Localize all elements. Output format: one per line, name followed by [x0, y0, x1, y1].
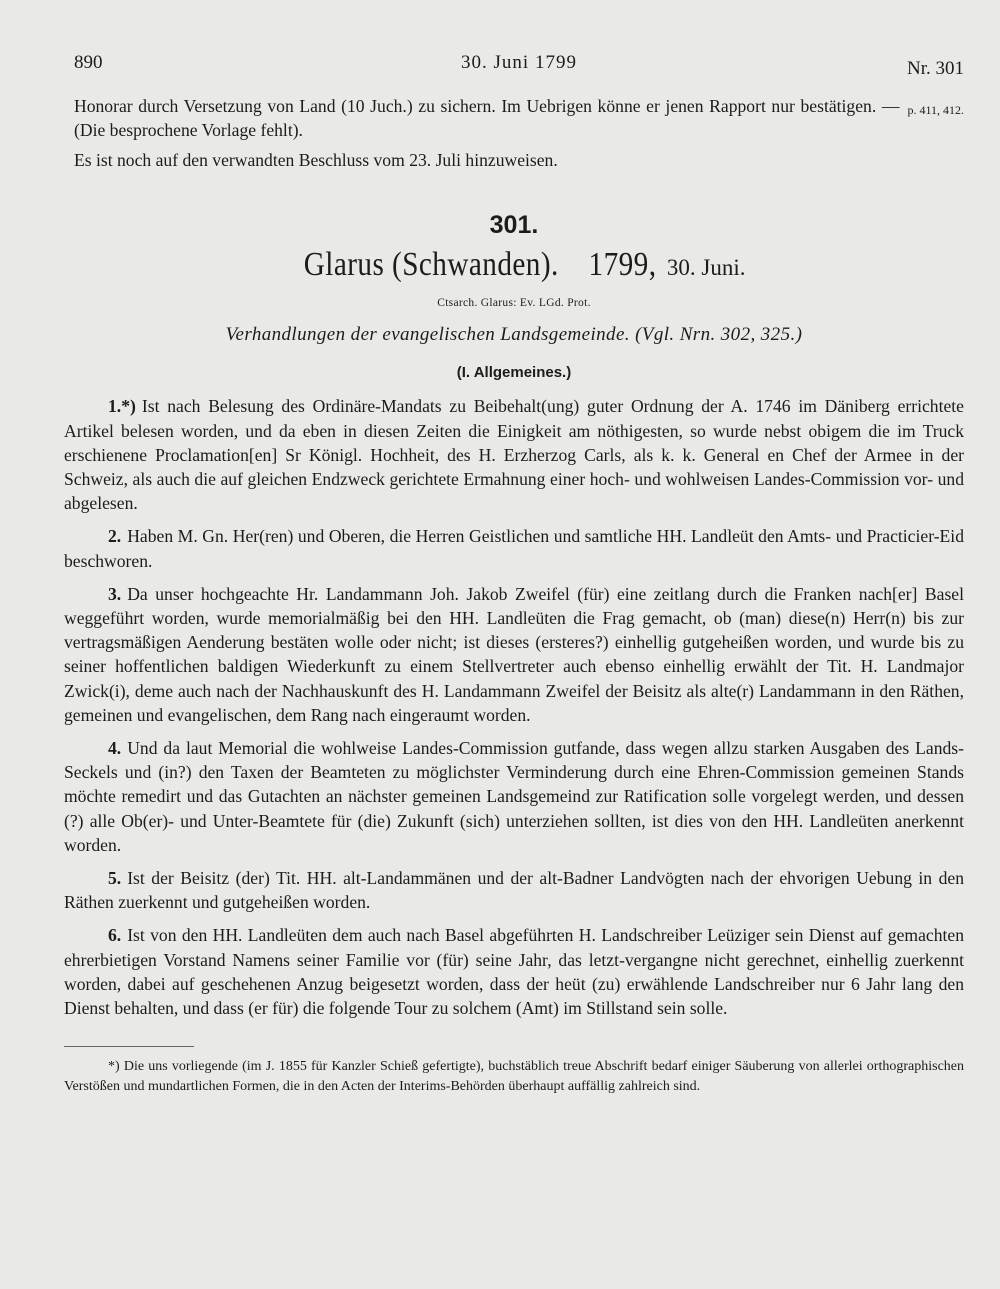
paragraph-text: Ist der Beisitz (der) Tit. HH. alt-Landammänen und der alt-Badner Landvögten nach der ehvorigen Uebung in den Räthen zuerkennt und gutgeheißen worden.: [64, 868, 964, 913]
page-number: 890: [74, 52, 103, 73]
document-place: Glarus (Schwanden).: [303, 245, 559, 283]
paragraph-number: 2.: [108, 526, 122, 547]
document-number: 301.: [489, 210, 539, 239]
running-date-heading: 30. Juni 1799: [461, 52, 577, 73]
continuation-paragraph: [64, 94, 964, 142]
footnote-marker: *): [108, 1059, 120, 1075]
paragraph-6: [64, 923, 964, 1020]
document-date: 30. Juni.: [666, 254, 746, 280]
footnote: [64, 1057, 964, 1097]
cross-reference-note: Es ist noch auf den verwandten Beschluss vom 23. Juli hinzuweisen.: [74, 150, 558, 171]
paragraph-number: 6.: [108, 925, 122, 946]
paragraph-text: Ist nach Belesung des Ordinäre-Mandats zu Beibehalt(ung) guter Ordnung der A. 1746 im Däniberg errichtete Artikel belesen worden, und da eben in diesen Zeiten die Einigkeit am nöthigesten, so wurde nebst obigem die im Truck erschienene Proclamation[en] Sr Königl. Hochheit, des H. Erzherzog Carls, als k. k. General en Chef der Armee in der Schweiz, als auch die auf gleichen Endzweck gerichtete Ermahnung einer hoch- und wohlweisen Landes-Commission vor- und abgelesen.: [64, 396, 964, 514]
page-body: [64, 94, 964, 1097]
archive-source: Ctsarch. Glarus: Ev. LGd. Prot.: [437, 296, 591, 309]
paragraph-text: Ist von den HH. Landleüten dem auch nach Basel abgeführten H. Landschreiber Leüziger sein Dienst auf gemachten ehrerbietigen Vorstand Namens seiner Familie vor (für) seine Jahr, das letzt-vergangne nicht gerechnet, einhellig zuerkennt worden, dabei auf geschehenen Anzug beigesetzt worden, dass der heüt (zu) erwählende Landschreiber nur 6 Jahr lang den Dienst behalten, und dass (er für) die folgende Tour zu solchem (Amt) im Stillstand sein solle.: [64, 925, 964, 1019]
paragraph-number: 4.: [108, 738, 122, 759]
section-heading: (I. Allgemeines.): [456, 364, 572, 382]
paragraph-5: [64, 866, 964, 914]
document-title: [64, 247, 964, 287]
paragraph-2: [64, 524, 964, 572]
paragraph-4: [64, 736, 964, 857]
paragraph-number: 5.: [108, 868, 122, 889]
paragraph-number: 1.*): [108, 396, 136, 417]
page-header: [74, 52, 964, 82]
footnote-text: Die uns vorliegende (im J. 1855 für Kanzler Schieß gefertigte), buchstäblich treue Abschrift bedarf einiger Säuberung von allerlei orthographischen Verstößen und mundartlichen Formen, die in den Acten der Interims-Behörden überhaupt auffällig zahlreich sind.: [64, 1059, 964, 1095]
document-reference: Nr. 301: [907, 58, 964, 79]
document-subject: Verhandlungen der evangelischen Landsgemeinde. (Vgl. Nrn. 302, 325.): [225, 324, 803, 346]
paragraph-text: Haben M. Gn. Her(ren) und Oberen, die Herren Geistlichen und samtliche HH. Landleüt den Amts- und Practicier-Eid beschworen.: [64, 526, 964, 571]
paragraph-number: 3.: [108, 583, 122, 604]
paragraph-1: [64, 394, 964, 515]
paragraph-text: Da unser hochgeachte Hr. Landammann Joh. Jakob Zweifel (für) eine zeitlang durch die Franken nach[er] Basel weggeführt worden, wurde memorialmäßig bei den HH. Landleüten die Frag gemacht, ob (man) diese(n) Herr(n) bis zur vertragsmäßigen Aenderung bestäten wolle oder nicht; ist dieses (ersteres?) einhellig gutgeheißen worden, und wurde bis zu seiner hoffentlichen baldigen Wiederkunft zu einem Stellvertreter auch ebenso einhellig erwählt der Tit. H. Landmajor Zwick(i), deme auch nach der Nachhauskunft des H. Landammann Zweifel der Beisitz als alte(r) Landammann in den Räthen, gemeinen und evangelischen, dem Rang nach eingeraumt worden.: [64, 583, 964, 725]
paragraph-text: Und da laut Memorial die wohlweise Landes-Commission gutfande, dass wegen allzu starken Ausgaben des Lands-Seckels und (in?) den Taxen der Beamteten zu möglichster Verminderung durch eine Ehren-Commission gemeinen Stands möchte remedirt und das Gutachten an nächster gemeinen Landsgemeind zur Ratification solle vorgelegt werden, und dessen (?) alle Ob(er)- und Unter-Beamtete für (die) Zukunft (sich) unterziehen sollten, ist dies von den HH. Landleüten anerkennt worden.: [64, 738, 964, 855]
document-year: 1799,: [588, 245, 657, 283]
margin-reference: p. 411, 412.: [907, 103, 964, 117]
continuation-text: Honorar durch Versetzung von Land (10 Juch.) zu sichern. Im Uebrigen könne er jenen Rapport nur bestätigen. — (Die besprochene Vorlage fehlt).: [74, 96, 900, 141]
paragraph-3: [64, 582, 964, 727]
footnote-divider: [64, 1046, 194, 1047]
